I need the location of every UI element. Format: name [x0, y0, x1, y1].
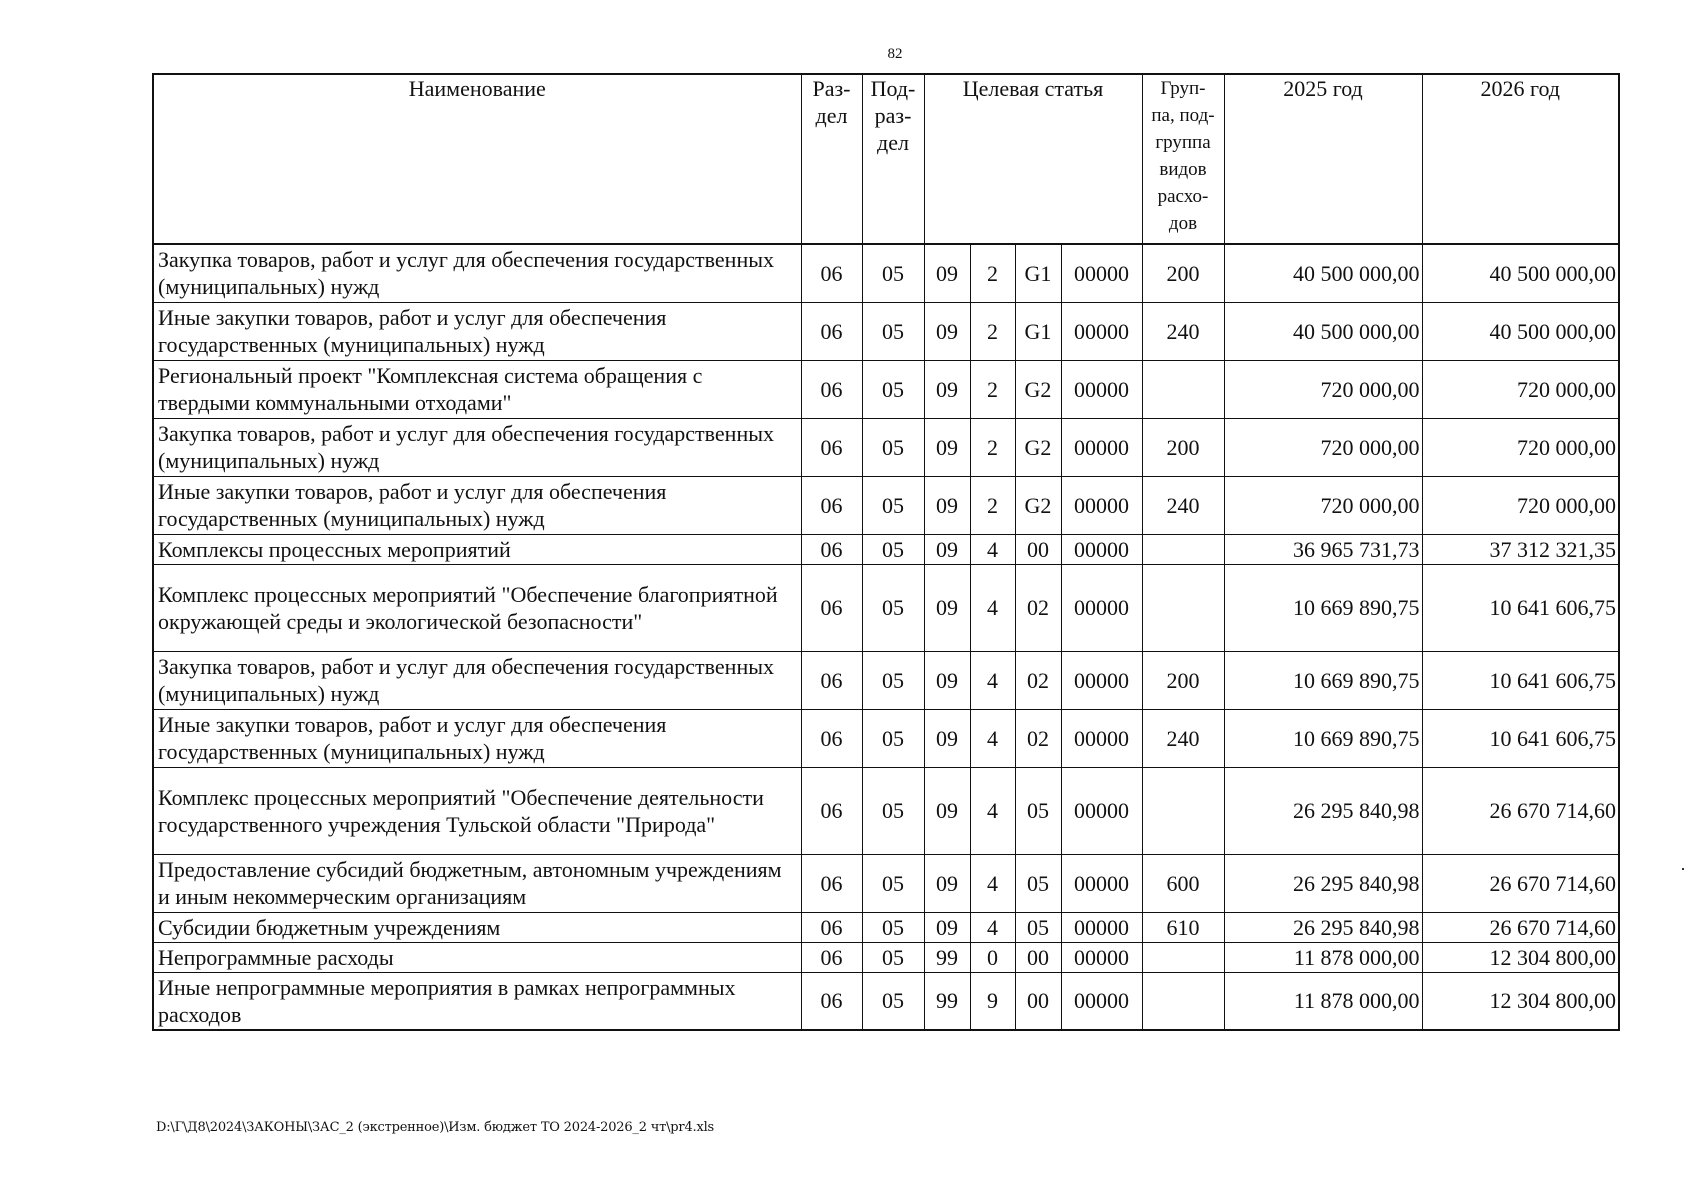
table-row [153, 302, 1619, 360]
header-name: Наименование [153, 74, 801, 244]
row-target-program: 09 [924, 767, 970, 854]
row-target-main: 05 [1015, 854, 1061, 912]
row-group: 610 [1142, 912, 1224, 942]
row-target-direction: 00000 [1061, 709, 1142, 767]
row-razdel: 06 [801, 767, 862, 854]
table-row [153, 854, 1619, 912]
row-amount-2026: 720 000,00 [1422, 418, 1619, 476]
row-amount-2026: 12 304 800,00 [1422, 942, 1619, 972]
row-group: 200 [1142, 651, 1224, 709]
row-group: 200 [1142, 418, 1224, 476]
row-group: 240 [1142, 302, 1224, 360]
row-podrazdel: 05 [862, 972, 924, 1030]
row-name: Закупка товаров, работ и услуг для обеспечения государственных (муниципальных) нужд [153, 418, 801, 476]
row-name: Непрограммные расходы [153, 942, 801, 972]
row-target-main: 00 [1015, 534, 1061, 564]
table-row [153, 651, 1619, 709]
row-razdel: 06 [801, 302, 862, 360]
row-podrazdel: 05 [862, 302, 924, 360]
row-target-subprogram: 4 [970, 854, 1015, 912]
row-amount-2025: 10 669 890,75 [1224, 651, 1422, 709]
row-name: Комплекс процессных мероприятий "Обеспечение деятельности государственного учреждения Тульской области "Природа" [153, 767, 801, 854]
row-name: Иные закупки товаров, работ и услуг для обеспечения государственных (муниципальных) нужд [153, 476, 801, 534]
row-amount-2025: 36 965 731,73 [1224, 534, 1422, 564]
row-amount-2025: 10 669 890,75 [1224, 709, 1422, 767]
row-target-subprogram: 4 [970, 767, 1015, 854]
row-podrazdel: 05 [862, 564, 924, 651]
row-razdel: 06 [801, 854, 862, 912]
row-target-direction: 00000 [1061, 651, 1142, 709]
row-podrazdel: 05 [862, 651, 924, 709]
row-amount-2025: 26 295 840,98 [1224, 912, 1422, 942]
row-target-direction: 00000 [1061, 360, 1142, 418]
row-target-program: 09 [924, 709, 970, 767]
header-razdel: Раз- дел [801, 74, 862, 244]
row-target-main: G2 [1015, 476, 1061, 534]
row-razdel: 06 [801, 244, 862, 302]
row-target-main: 00 [1015, 942, 1061, 972]
row-target-direction: 00000 [1061, 418, 1142, 476]
table-row [153, 244, 1619, 302]
row-target-subprogram: 4 [970, 651, 1015, 709]
row-amount-2026: 10 641 606,75 [1422, 709, 1619, 767]
row-amount-2025: 720 000,00 [1224, 476, 1422, 534]
row-target-program: 09 [924, 651, 970, 709]
row-target-program: 99 [924, 972, 970, 1030]
header-2025: 2025 год [1224, 74, 1422, 244]
row-amount-2026: 40 500 000,00 [1422, 302, 1619, 360]
table-row [153, 476, 1619, 534]
scan-dot [1682, 868, 1684, 870]
table-row [153, 767, 1619, 854]
row-amount-2026: 720 000,00 [1422, 476, 1619, 534]
row-amount-2026: 10 641 606,75 [1422, 651, 1619, 709]
row-amount-2026: 26 670 714,60 [1422, 912, 1619, 942]
row-target-subprogram: 4 [970, 912, 1015, 942]
row-target-subprogram: 2 [970, 302, 1015, 360]
row-amount-2025: 40 500 000,00 [1224, 244, 1422, 302]
row-target-main: G2 [1015, 418, 1061, 476]
table-row [153, 972, 1619, 1030]
row-razdel: 06 [801, 418, 862, 476]
row-amount-2025: 40 500 000,00 [1224, 302, 1422, 360]
row-podrazdel: 05 [862, 244, 924, 302]
row-podrazdel: 05 [862, 854, 924, 912]
row-amount-2026: 26 670 714,60 [1422, 767, 1619, 854]
row-razdel: 06 [801, 942, 862, 972]
row-name: Иные закупки товаров, работ и услуг для обеспечения государственных (муниципальных) нужд [153, 709, 801, 767]
row-amount-2026: 37 312 321,35 [1422, 534, 1619, 564]
table-row [153, 912, 1619, 942]
row-target-program: 09 [924, 302, 970, 360]
page-number: 82 [887, 46, 903, 62]
row-podrazdel: 05 [862, 360, 924, 418]
row-name: Закупка товаров, работ и услуг для обеспечения государственных (муниципальных) нужд [153, 651, 801, 709]
row-name: Иные непрограммные мероприятия в рамках непрограммных расходов [153, 972, 801, 1030]
row-name: Закупка товаров, работ и услуг для обеспечения государственных (муниципальных) нужд [153, 244, 801, 302]
row-target-program: 09 [924, 360, 970, 418]
row-target-direction: 00000 [1061, 854, 1142, 912]
row-amount-2025: 11 878 000,00 [1224, 942, 1422, 972]
budget-table [152, 73, 1620, 1031]
row-podrazdel: 05 [862, 942, 924, 972]
row-razdel: 06 [801, 651, 862, 709]
table-header-row [153, 74, 1619, 244]
row-target-program: 09 [924, 244, 970, 302]
row-target-subprogram: 4 [970, 534, 1015, 564]
row-group [1142, 534, 1224, 564]
row-target-program: 09 [924, 854, 970, 912]
row-target-main: G2 [1015, 360, 1061, 418]
row-target-direction: 00000 [1061, 972, 1142, 1030]
row-amount-2026: 12 304 800,00 [1422, 972, 1619, 1030]
row-podrazdel: 05 [862, 418, 924, 476]
row-group [1142, 564, 1224, 651]
row-group: 240 [1142, 476, 1224, 534]
row-target-main: 00 [1015, 972, 1061, 1030]
row-amount-2025: 26 295 840,98 [1224, 767, 1422, 854]
row-razdel: 06 [801, 534, 862, 564]
row-amount-2025: 720 000,00 [1224, 360, 1422, 418]
header-podrazdel: Под- раз- дел [862, 74, 924, 244]
row-target-main: 02 [1015, 709, 1061, 767]
row-target-direction: 00000 [1061, 302, 1142, 360]
row-amount-2026: 26 670 714,60 [1422, 854, 1619, 912]
table-row [153, 418, 1619, 476]
row-target-subprogram: 2 [970, 418, 1015, 476]
row-target-program: 09 [924, 418, 970, 476]
file-path: D:\Г\Д8\2024\ЗАКОНЫ\ЗАС_2 (экстренное)\Изм. бюджет ТО 2024-2026_2 чт\pr4.xls [156, 1120, 715, 1135]
row-target-subprogram: 4 [970, 564, 1015, 651]
row-razdel: 06 [801, 972, 862, 1030]
row-podrazdel: 05 [862, 912, 924, 942]
row-razdel: 06 [801, 912, 862, 942]
row-target-program: 99 [924, 942, 970, 972]
table-row [153, 534, 1619, 564]
row-name: Субсидии бюджетным учреждениям [153, 912, 801, 942]
row-amount-2026: 40 500 000,00 [1422, 244, 1619, 302]
row-target-program: 09 [924, 564, 970, 651]
row-target-subprogram: 2 [970, 360, 1015, 418]
row-amount-2026: 720 000,00 [1422, 360, 1619, 418]
row-group [1142, 360, 1224, 418]
row-amount-2025: 10 669 890,75 [1224, 564, 1422, 651]
row-target-direction: 00000 [1061, 942, 1142, 972]
row-target-subprogram: 2 [970, 476, 1015, 534]
row-group [1142, 942, 1224, 972]
row-target-direction: 00000 [1061, 912, 1142, 942]
row-target-program: 09 [924, 476, 970, 534]
row-group: 600 [1142, 854, 1224, 912]
row-podrazdel: 05 [862, 476, 924, 534]
header-target: Целевая статья [924, 74, 1142, 244]
row-target-direction: 00000 [1061, 564, 1142, 651]
row-target-direction: 00000 [1061, 476, 1142, 534]
row-target-subprogram: 9 [970, 972, 1015, 1030]
row-target-subprogram: 4 [970, 709, 1015, 767]
row-target-direction: 00000 [1061, 767, 1142, 854]
row-target-direction: 00000 [1061, 244, 1142, 302]
row-group: 200 [1142, 244, 1224, 302]
row-name: Иные закупки товаров, работ и услуг для обеспечения государственных (муниципальных) нужд [153, 302, 801, 360]
row-group: 240 [1142, 709, 1224, 767]
header-2026: 2026 год [1422, 74, 1619, 244]
row-name: Комплексы процессных мероприятий [153, 534, 801, 564]
row-target-main: 05 [1015, 767, 1061, 854]
table-row [153, 564, 1619, 651]
row-target-subprogram: 2 [970, 244, 1015, 302]
row-podrazdel: 05 [862, 709, 924, 767]
row-target-direction: 00000 [1061, 534, 1142, 564]
table-row [153, 942, 1619, 972]
row-amount-2026: 10 641 606,75 [1422, 564, 1619, 651]
table-row [153, 360, 1619, 418]
row-target-program: 09 [924, 912, 970, 942]
row-target-main: G1 [1015, 244, 1061, 302]
row-name: Комплекс процессных мероприятий "Обеспечение благоприятной окружающей среды и экологической безопасности" [153, 564, 801, 651]
row-group [1142, 767, 1224, 854]
row-amount-2025: 26 295 840,98 [1224, 854, 1422, 912]
row-target-main: 05 [1015, 912, 1061, 942]
row-razdel: 06 [801, 476, 862, 534]
row-target-main: G1 [1015, 302, 1061, 360]
row-razdel: 06 [801, 360, 862, 418]
row-podrazdel: 05 [862, 534, 924, 564]
row-amount-2025: 11 878 000,00 [1224, 972, 1422, 1030]
row-amount-2025: 720 000,00 [1224, 418, 1422, 476]
row-name: Предоставление субсидий бюджетным, автономным учреждениям и иным некоммерческим организациям [153, 854, 801, 912]
row-target-subprogram: 0 [970, 942, 1015, 972]
row-target-program: 09 [924, 534, 970, 564]
row-podrazdel: 05 [862, 767, 924, 854]
row-target-main: 02 [1015, 651, 1061, 709]
row-razdel: 06 [801, 709, 862, 767]
row-group [1142, 972, 1224, 1030]
table-row [153, 709, 1619, 767]
row-name: Региональный проект "Комплексная система обращения с твердыми коммунальными отходами" [153, 360, 801, 418]
row-razdel: 06 [801, 564, 862, 651]
row-target-main: 02 [1015, 564, 1061, 651]
header-group: Груп- па, под- группа видов расхо- дов [1142, 74, 1224, 244]
